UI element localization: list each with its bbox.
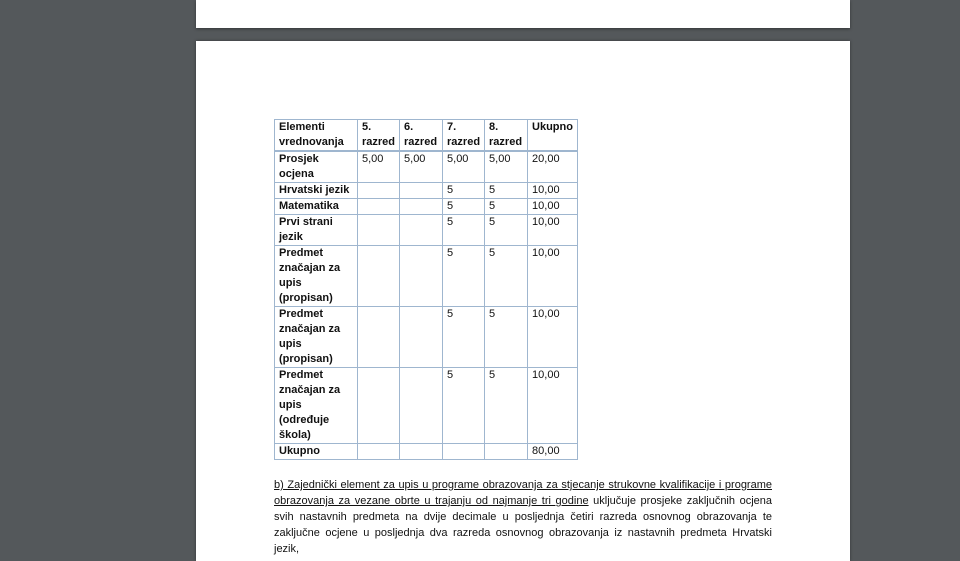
table-row [275,246,578,307]
header-cell: 6. razred [400,120,443,152]
grade-cell [358,368,400,444]
grade-cell: 5 [485,368,528,444]
grade-cell [400,368,443,444]
row-label: Predmet značajan za upis (određuje škola) [275,368,358,444]
grade-cell [443,444,485,460]
grade-cell [400,199,443,215]
grade-cell [358,307,400,368]
total-cell: 80,00 [528,444,578,460]
grade-cell: 5 [485,215,528,246]
header-cell: Elementi vrednovanja [275,120,358,152]
grade-cell: 5 [443,183,485,199]
header-cell: 7. razred [443,120,485,152]
grade-cell [400,215,443,246]
previous-page [196,0,850,28]
grade-cell [358,199,400,215]
total-cell: 10,00 [528,307,578,368]
table-header-row [275,120,578,152]
total-cell: 10,00 [528,199,578,215]
grade-cell: 5,00 [485,151,528,183]
grade-cell: 5 [485,183,528,199]
grade-cell: 5 [443,199,485,215]
grade-cell: 5 [443,246,485,307]
paragraph-text: uključuje prosjeke zaključnih ocjena svih nastavnih predmeta na dvije decimale u posljednja četiri razreda osnovnog obrazovanja te zaključne ocjene u posljednja dva razreda osnovnog obrazovanja iz nastavnih predmeta Hrvatski jezik, [274,495,772,555]
row-label: Matematika [275,199,358,215]
total-cell: 10,00 [528,368,578,444]
grade-cell: 5,00 [443,151,485,183]
header-cell: Ukupno [528,120,578,152]
grade-cell [358,215,400,246]
body-paragraph [274,477,772,557]
table-row [275,215,578,246]
grade-cell: 5 [485,199,528,215]
grade-cell [358,183,400,199]
grade-cell [485,444,528,460]
grade-cell [358,444,400,460]
grade-cell: 5,00 [400,151,443,183]
evaluation-table [274,119,578,460]
row-label: Predmet značajan za upis (propisan) [275,246,358,307]
grade-cell [400,183,443,199]
grade-cell: 5 [443,215,485,246]
table-row [275,307,578,368]
grade-cell [400,246,443,307]
header-cell: 5. razred [358,120,400,152]
grade-cell [400,444,443,460]
grade-cell: 5,00 [358,151,400,183]
row-label: Ukupno [275,444,358,460]
total-cell: 10,00 [528,183,578,199]
grade-cell [358,246,400,307]
row-label: Hrvatski jezik [275,183,358,199]
grade-cell: 5 [443,368,485,444]
row-label: Prosjek ocjena [275,151,358,183]
total-cell: 10,00 [528,215,578,246]
grade-cell: 5 [485,307,528,368]
table-row [275,151,578,183]
document-page [196,41,850,561]
grade-cell: 5 [443,307,485,368]
total-cell: 10,00 [528,246,578,307]
row-label: Predmet značajan za upis (propisan) [275,307,358,368]
table-row [275,444,578,460]
grade-cell [400,307,443,368]
total-cell: 20,00 [528,151,578,183]
table-row [275,183,578,199]
grade-cell: 5 [485,246,528,307]
table-row [275,368,578,444]
header-cell: 8. razred [485,120,528,152]
table-row [275,199,578,215]
underlined-text: b) Zajednički element za upis u programe obrazovanja za stjecanje strukovne kvalifikacije i programe obrazovanja za vezane obrte u trajanju od najmanje tri godine [274,479,772,507]
row-label: Prvi strani jezik [275,215,358,246]
